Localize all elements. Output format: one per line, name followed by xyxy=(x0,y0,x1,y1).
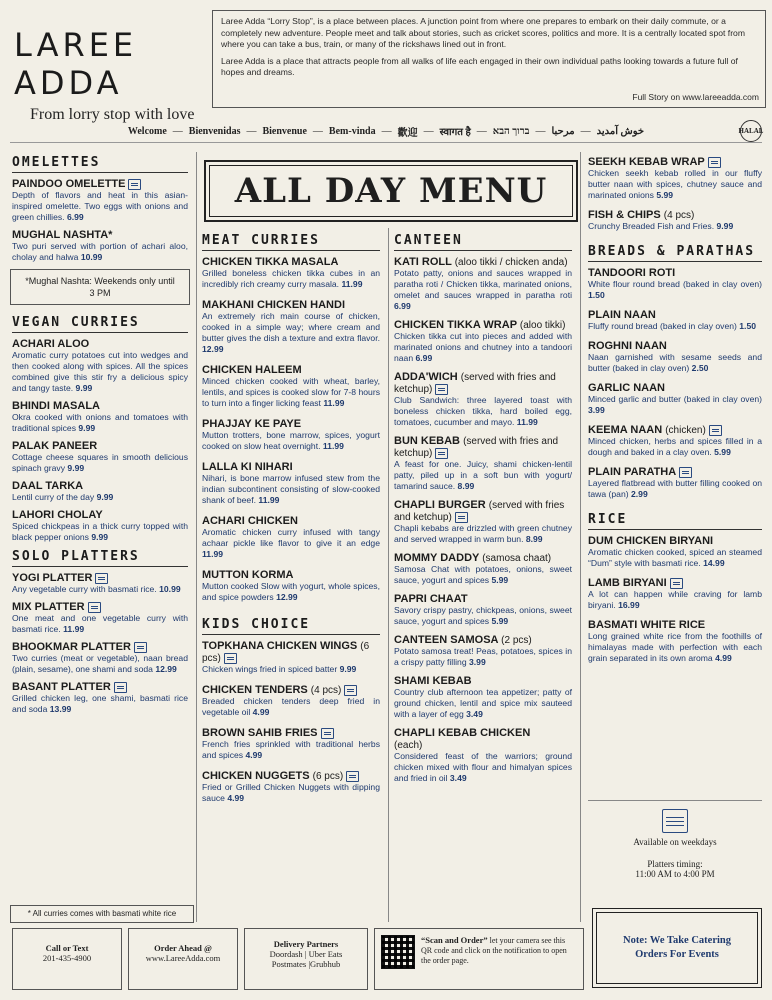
item-price: 3.99 xyxy=(469,657,486,667)
menu-item xyxy=(12,229,188,263)
item-note: (served with fries and ketchup) xyxy=(394,372,556,395)
column-divider xyxy=(580,152,581,922)
item-price: 4.99 xyxy=(245,750,263,760)
menu-item xyxy=(202,640,380,675)
menu-item xyxy=(12,400,188,434)
item-price: 9.99 xyxy=(78,423,96,433)
scan-title: “Scan and Order” xyxy=(421,935,488,945)
item-name: ACHARI CHICKEN xyxy=(202,515,298,527)
item-price: 3.99 xyxy=(588,405,605,415)
item-price: 4.99 xyxy=(252,707,270,717)
item-price: 11.99 xyxy=(323,398,345,408)
item-desc: Cottage cheese squares in smooth delicious spinach gravy xyxy=(12,452,188,473)
item-desc: Aromatic curry potatoes cut into wedges and then cooked along with spices. All the spices combined give this stir fry a delicious spicy and tangy taste. xyxy=(12,350,188,393)
item-name: MUTTON KORMA xyxy=(202,569,294,581)
menu-card-icon xyxy=(88,602,101,613)
item-name: PAPRI CHAAT xyxy=(394,593,468,605)
item-note: (aloo tikki) xyxy=(519,320,566,331)
item-price: 1.50 xyxy=(739,321,757,331)
menu-item xyxy=(202,256,380,290)
delivery-partners: Doordash | Uber Eats Postmates |Grubhub xyxy=(269,949,343,969)
menu-item xyxy=(12,681,188,715)
column-divider xyxy=(388,228,389,922)
menu-item xyxy=(202,727,380,761)
menu-item xyxy=(12,480,188,503)
menu-item xyxy=(394,499,572,545)
item-desc: Minced chicken, herbs and spices filled in a dough and baked in a clay oven. xyxy=(588,436,762,457)
menu-item xyxy=(588,535,762,569)
item-desc: Mutton trotters, bone marrow, spices, yogurt cooked on slow heat overnight. xyxy=(202,430,380,451)
item-desc: Chicken tikka cut into pieces and added with marinated onions and chutney into a tandoori naan xyxy=(394,331,572,363)
section-title-breads: BREADS & PARATHAS xyxy=(588,244,762,262)
calendar-icon xyxy=(662,809,688,833)
menu-card-icon xyxy=(709,425,722,436)
item-desc: Two puri served with portion of achari aloo, cholay and halwa xyxy=(12,241,188,262)
order-site-link[interactable]: www.LareeAdda.com xyxy=(145,953,221,963)
about-box xyxy=(212,10,766,108)
menu-item xyxy=(394,319,572,364)
welcome-word: خوش آمدید xyxy=(596,125,645,137)
menu-card-icon xyxy=(95,573,108,584)
item-price: 9.99 xyxy=(67,463,85,473)
item-desc: Two curries (meat or vegetable), naan bread (plain, sesame), one shami and soda xyxy=(12,653,188,674)
welcome-word: مرحبا xyxy=(551,125,575,137)
item-desc: Depth of flavors and heat in this asian-inspired omelette. Two eggs with onions and green chillies. xyxy=(12,190,188,222)
welcome-word: Welcome xyxy=(127,125,167,137)
item-desc: Nihari, is bone marrow infused stew from the indian subcontinent consisting of slow-cooked shank of beef. xyxy=(202,473,380,505)
item-name: PALAK PANEER xyxy=(12,440,98,452)
item-name: MAKHANI CHICKEN HANDI xyxy=(202,299,345,311)
item-name: BROWN SAHIB FRIES xyxy=(202,727,318,739)
item-name: MOMMY DADDY xyxy=(394,552,480,564)
item-name: KEEMA NAAN xyxy=(588,424,663,436)
item-note: (4 pcs) xyxy=(310,685,342,696)
item-name: BHOOKMAR PLATTER xyxy=(12,641,131,653)
item-name: DAAL TARKA xyxy=(12,480,84,492)
item-name: CHAPLI BURGER xyxy=(394,499,486,511)
item-price: 11.99 xyxy=(341,279,363,289)
item-desc: Fried or Grilled Chicken Nuggets with dipping sauce xyxy=(202,782,380,803)
item-name: CHICKEN NUGGETS xyxy=(202,770,310,782)
item-name: PLAIN PARATHA xyxy=(588,466,677,478)
item-name: YOGI PLATTER xyxy=(12,572,93,584)
menu-item xyxy=(202,418,380,452)
column-3 xyxy=(394,233,572,790)
item-desc: Chicken seekh kebab rolled in our fluffy butter naan with spices, chutney sauce and marinated onions xyxy=(588,168,762,200)
weekdays-label: Available on weekdays xyxy=(633,837,717,847)
item-name: CHICKEN TIKKA MASALA xyxy=(202,256,339,268)
item-price: 10.99 xyxy=(80,252,103,262)
menu-item xyxy=(394,593,572,627)
platter-timing-box xyxy=(588,800,762,893)
item-price: 11.99 xyxy=(322,441,344,451)
menu-card-icon xyxy=(679,467,692,478)
timing-label: Platters timing: xyxy=(647,859,703,869)
menu-item xyxy=(394,435,572,492)
menu-item xyxy=(588,309,762,332)
item-price: 6.99 xyxy=(66,212,84,222)
menu-item xyxy=(12,509,188,543)
curry-note: * All curries comes with basmati white rice xyxy=(10,905,194,923)
item-price: 10.99 xyxy=(159,584,181,594)
item-price: 13.99 xyxy=(49,704,72,714)
menu-item xyxy=(394,634,572,668)
item-name: ACHARI ALOO xyxy=(12,338,90,350)
item-desc: Fluffy round bread (baked in clay oven) xyxy=(588,321,737,331)
menu-item xyxy=(588,340,762,374)
item-desc: Chapli kebabs are drizzled with green chutney and served wrapped in warm bun. xyxy=(394,523,572,544)
item-desc: Aromatic chicken cooked, spiced an steamed “Dum” style with basmati rice. xyxy=(588,547,762,568)
welcome-word: Bem-vinda xyxy=(328,125,376,137)
item-desc: A lot can happen while craving for lamb biryani. xyxy=(588,589,762,610)
item-desc: Aromatic chicken curry infused with tangy achaar pickle like flavor to give it an edge xyxy=(202,527,380,548)
item-desc: Spiced chickpeas in a thick curry topped with black pepper onions xyxy=(12,521,188,542)
item-name: SHAMI KEBAB xyxy=(394,675,472,687)
menu-card-icon xyxy=(224,653,237,664)
order-box xyxy=(128,928,238,990)
item-desc: One meat and one vegetable curry with basmati rice. xyxy=(12,613,188,634)
welcome-word: Bienvenue xyxy=(262,125,307,137)
menu-card-icon xyxy=(455,512,468,523)
item-desc: Any vegetable curry with basmati rice. xyxy=(12,584,157,594)
column-divider xyxy=(196,152,197,922)
item-price: 6.99 xyxy=(394,301,411,311)
welcome-word: स्वागत है xyxy=(439,127,471,138)
brand-logo: LAREE ADDA xyxy=(14,26,138,102)
brand-block xyxy=(14,26,204,124)
item-name: TOPKHANA CHICKEN WINGS xyxy=(202,640,358,652)
item-note: (served with fries and ketchup) xyxy=(394,500,565,523)
item-name: KATI ROLL xyxy=(394,256,452,268)
menu-item xyxy=(588,209,762,232)
item-name: MIX PLATTER xyxy=(12,601,85,613)
menu-card-icon xyxy=(134,642,147,653)
item-note: (served with fries and ketchup) xyxy=(394,436,559,459)
menu-item xyxy=(12,440,188,474)
item-price: 4.99 xyxy=(715,653,732,663)
item-price: 11.99 xyxy=(258,495,280,505)
brand-tagline: From lorry stop with love xyxy=(30,106,195,123)
item-name: CHICKEN TIKKA WRAP xyxy=(394,319,517,331)
item-price: 12.99 xyxy=(202,344,224,354)
welcome-word: ברוך הבא xyxy=(492,125,530,137)
item-name: PHAJJAY KE PAYE xyxy=(202,418,302,430)
menu-item xyxy=(394,675,572,720)
item-desc: Club Sandwich: three layered toast with boneless chicken tikka, hard boiled egg, tomatoes, cucumber and mayo. xyxy=(394,395,572,427)
item-name: CHAPLI KEBAB CHICKEN xyxy=(394,727,531,739)
item-name: PLAIN NAAN xyxy=(588,309,656,321)
item-price: 11.99 xyxy=(202,549,224,559)
item-desc: Long grained white rice from the foothills of himalayas made with perfection with each grain separated in its own aroma xyxy=(588,631,762,663)
phone-number[interactable]: 201-435-4900 xyxy=(42,953,92,963)
welcome-bar: Welcome — Bienvenidas — Bienvenue — Bem-vinda — 歡迎 — स्वागत है — ברוך הבא — مرحبا — خوش آمدید HALAL xyxy=(10,120,762,143)
item-note: (chicken) xyxy=(665,425,706,436)
section-title-solo: SOLO PLATTERS xyxy=(12,549,188,567)
item-name: BASANT PLATTER xyxy=(12,681,111,693)
menu-item xyxy=(394,256,572,312)
item-name: GARLIC NAAN xyxy=(588,382,665,394)
column-4 xyxy=(588,156,762,670)
timing-value: 11:00 AM to 4:00 PM xyxy=(635,869,715,879)
section-title-rice: RICE xyxy=(588,512,762,530)
halal-icon: HALAL xyxy=(740,120,762,142)
item-name: LAHORI CHOLAY xyxy=(12,509,103,521)
item-price: 9.99 xyxy=(91,532,109,542)
item-desc: Breaded chicken tenders deep fried in vegetable oil xyxy=(202,696,380,717)
item-name: CHICKEN TENDERS xyxy=(202,684,308,696)
menu-card-icon xyxy=(435,384,448,395)
item-note: (4 pcs) xyxy=(663,210,695,221)
item-desc: Lentil curry of the day xyxy=(12,492,95,502)
menu-item xyxy=(12,178,188,223)
item-name: LALLA KI NIHARI xyxy=(202,461,293,473)
item-name: TANDOORI ROTI xyxy=(588,267,676,279)
item-desc: White flour round bread (baked in clay oven) xyxy=(588,279,762,289)
section-title-canteen: CANTEEN xyxy=(394,233,572,251)
item-desc: Potato patty, onions and sauces wrapped in paratha roti / Chicken tikka, marinated onions, omelet and sauces wrapped in paratha roti xyxy=(394,268,572,300)
item-desc: Crunchy Breaded Fish and Fries. xyxy=(588,221,715,231)
item-price: 11.99 xyxy=(63,624,85,634)
item-price: 11.99 xyxy=(516,417,538,427)
menu-item xyxy=(202,461,380,506)
item-desc: Minced chicken cooked with wheat, barley, lentils, and spices is cooked slow for 7-8 hours to turn into a finger licking feast xyxy=(202,376,380,408)
scan-box xyxy=(374,928,584,990)
item-name: SEEKH KEBAB WRAP xyxy=(588,156,705,168)
item-name: ROGHNI NAAN xyxy=(588,340,667,352)
item-price: 5.99 xyxy=(491,616,509,626)
item-name: FISH & CHIPS xyxy=(588,209,661,221)
menu-card-icon xyxy=(321,728,334,739)
item-price: 12.99 xyxy=(276,592,298,602)
call-label: Call or Text xyxy=(45,943,89,953)
menu-item xyxy=(12,338,188,394)
item-name: LAMB BIRYANI xyxy=(588,577,667,589)
menu-card-icon xyxy=(708,157,721,168)
item-name: BUN KEBAB xyxy=(394,435,460,447)
menu-item xyxy=(202,364,380,409)
menu-item xyxy=(394,727,572,784)
menu-item xyxy=(588,466,762,500)
menu-item xyxy=(202,770,380,804)
item-price: 5.99 xyxy=(491,575,509,585)
item-desc: Mutton cooked Slow with yogurt, whole spices, and spice powders xyxy=(202,581,380,602)
column-1 xyxy=(12,155,188,721)
menu-item xyxy=(588,267,762,301)
item-note: (samosa chaat) xyxy=(482,553,552,564)
menu-card-icon xyxy=(344,685,357,696)
item-desc: Minced garlic and butter (baked in clay oven) xyxy=(588,394,762,404)
item-note: (each) xyxy=(394,740,423,751)
menu-item xyxy=(202,299,380,355)
call-box xyxy=(12,928,122,990)
item-desc: Grilled chicken leg, one shami, basmati rice and soda xyxy=(12,693,188,714)
menu-card-icon xyxy=(670,578,683,589)
delivery-box xyxy=(244,928,368,990)
menu-card-icon xyxy=(435,448,448,459)
delivery-label: Delivery Partners xyxy=(273,939,339,949)
item-price: 9.99 xyxy=(96,492,114,502)
section-title-vegan: VEGAN CURRIES xyxy=(12,315,188,333)
item-price: 4.99 xyxy=(227,793,245,803)
full-story-link[interactable]: Full Story on www.lareeadda.com xyxy=(632,91,759,102)
menu-item xyxy=(588,156,762,201)
menu-item xyxy=(588,424,762,458)
item-price: 9.99 xyxy=(716,221,734,231)
menu-item xyxy=(12,601,188,635)
item-price: 14.99 xyxy=(703,558,725,568)
menu-card-icon xyxy=(128,179,141,190)
item-desc: Potato samosa treat! Peas, potatoes, spices in a crispy patty filling xyxy=(394,646,572,667)
item-desc: French fries sprinkled with traditional herbs and spices xyxy=(202,739,380,760)
item-price: 5.99 xyxy=(656,190,674,200)
item-name: DUM CHICKEN BIRYANI xyxy=(588,535,714,547)
menu-item xyxy=(12,641,188,675)
item-name: CHICKEN HALEEM xyxy=(202,364,302,376)
item-note: (6 pcs) xyxy=(312,771,344,782)
item-price: 2.99 xyxy=(631,489,648,499)
section-title-meat: MEAT CURRIES xyxy=(202,233,380,251)
about-paragraph: Laree Adda is a place that attracts people from all walks of life each engaged in their own individual paths looking towards a future full of hopes and dreams. xyxy=(221,55,738,77)
menu-item xyxy=(202,569,380,603)
item-price: 16.99 xyxy=(618,600,640,610)
menu-card-icon xyxy=(114,682,127,693)
item-desc: Grilled boneless chicken tikka cubes in an incredibly rich creamy curry masala. xyxy=(202,268,380,289)
menu-item xyxy=(202,684,380,718)
item-desc: Country club afternoon tea appetizer; patty of ground chicken, lentil and spice mix sauteed with a layer of egg xyxy=(394,687,572,719)
menu-card-icon xyxy=(346,771,359,782)
qr-code-icon[interactable] xyxy=(381,935,415,969)
item-desc: Naan garnished with sesame seeds and butter (baked in clay oven) xyxy=(588,352,762,373)
catering-note: Note: We Take Catering Orders For Events xyxy=(596,912,758,984)
welcome-word: Bienvenidas xyxy=(188,125,241,137)
item-note: (6 pcs) xyxy=(202,641,370,664)
item-name: BASMATI WHITE RICE xyxy=(588,619,706,631)
section-title-omelettes: OMELETTES xyxy=(12,155,188,173)
item-price: 12.99 xyxy=(155,664,177,674)
menu-title: ALL DAY MENU xyxy=(204,160,578,222)
section-title-kids: KIDS CHOICE xyxy=(202,617,380,635)
menu-item xyxy=(588,619,762,664)
item-desc: Chicken wings fried in spiced batter xyxy=(202,664,338,674)
item-desc: Savory crispy pastry, chickpeas, onions, sweet sauce, yogurt and spices xyxy=(394,605,572,626)
item-name: BHINDI MASALA xyxy=(12,400,100,412)
item-price: 8.99 xyxy=(457,481,475,491)
item-price: 6.99 xyxy=(415,353,433,363)
item-note: (aloo tikki / chicken anda) xyxy=(454,257,568,268)
welcome-word: 歡迎 xyxy=(397,127,418,139)
menu-item xyxy=(394,552,572,586)
item-desc: Considered feast of the warriors; ground chicken mixed with flour and himalyan spices and fried in oil xyxy=(394,751,572,783)
item-price: 3.49 xyxy=(449,773,467,783)
menu-item xyxy=(202,515,380,560)
item-price: 9.99 xyxy=(339,664,357,674)
nashta-note: *Mughal Nashta: Weekends only until 3 PM xyxy=(10,269,190,305)
item-desc: Samosa Chat with potatoes, onions, sweet sauce, yogurt and spices xyxy=(394,564,572,585)
item-name: MUGHAL NASHTA* xyxy=(12,229,113,241)
scan-text: let your camera see this QR code and click on the notification to open the order page. xyxy=(421,936,567,965)
catering-box xyxy=(592,908,762,988)
item-price: 3.49 xyxy=(466,709,483,719)
menu-item xyxy=(588,577,762,611)
item-price: 5.99 xyxy=(714,447,731,457)
item-name: CANTEEN SAMOSA xyxy=(394,634,499,646)
item-price: 2.50 xyxy=(691,363,709,373)
item-desc: Okra cooked with onions and tomatoes with traditional spices xyxy=(12,412,188,433)
item-price: 8.99 xyxy=(525,534,543,544)
item-name: PAINDOO OMELETTE xyxy=(12,178,126,190)
menu-item xyxy=(12,572,188,595)
column-2 xyxy=(202,233,380,810)
item-desc: Layered flatbread with butter filling cooked on tawa (pan) xyxy=(588,478,762,499)
menu-item xyxy=(394,371,572,428)
item-desc: An extremely rich main course of chicken, cooked in a simple way; where cream and butter gives the dish a texture and extra flavor. xyxy=(202,311,380,343)
item-price: 1.50 xyxy=(588,290,605,300)
item-name: ADDA'WICH xyxy=(394,371,458,383)
item-price: 9.99 xyxy=(75,383,93,393)
item-desc: A feast for one. Juicy, shami chicken-lentil patty, piled up in a soft bun with yogurt/ tamarind sauce. xyxy=(394,459,572,491)
menu-item xyxy=(588,382,762,416)
order-label: Order Ahead @ xyxy=(154,943,212,953)
item-note: (2 pcs) xyxy=(501,635,532,646)
about-paragraph: Laree Adda “Lorry Stop”, is a place between places. A junction point from where one prepares to embark on their daily commute, or a completely new adventure. People meet and talk about stories, such as cricket scores, politics and more. It is a centrally located spot from where you can take a bus, train, or many of the rickshaws lined out in front. xyxy=(221,16,745,49)
